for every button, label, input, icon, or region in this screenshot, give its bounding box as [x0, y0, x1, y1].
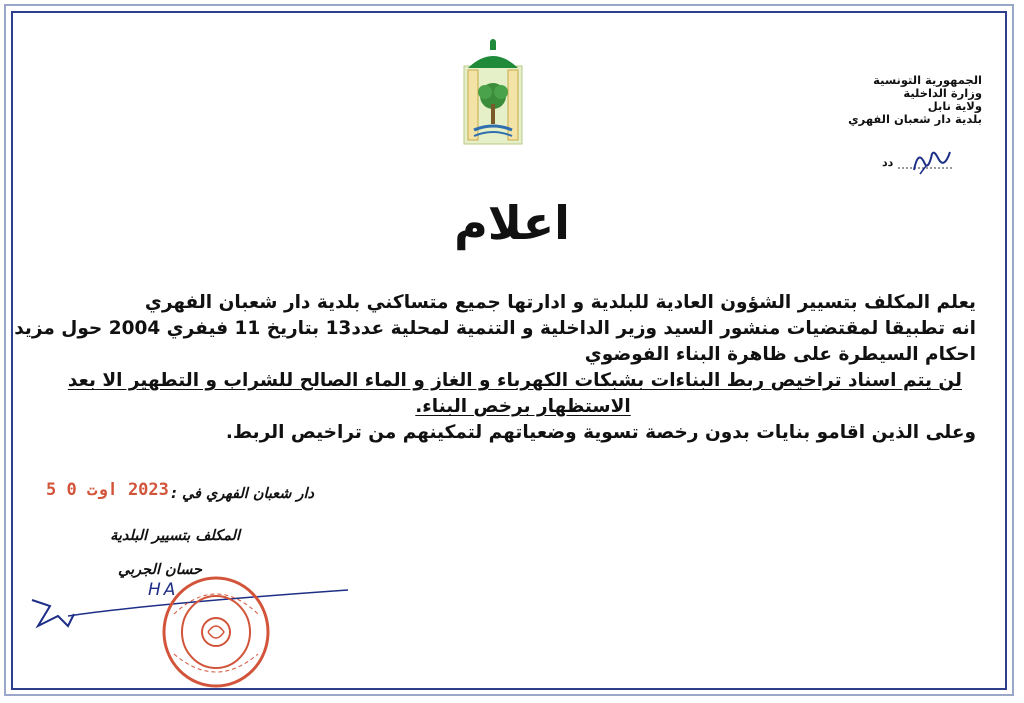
letterhead	[762, 74, 982, 126]
letterhead-governorate: ولاية نابل	[927, 99, 982, 113]
official-seal-icon	[160, 574, 272, 690]
letterhead-municipality: بلدية دار شعبان الفهري	[848, 112, 982, 126]
signature-place: دار شعبان الفهري في :	[171, 486, 314, 502]
body-line: انه تطبيقا لمقتضيات منشور السيد وزير الداخلية و التنمية لمحلية عدد13 بتاريخ 11 فيفري 2004 حول مزيد	[14, 318, 976, 339]
notice-body	[14, 290, 976, 446]
initials-signature-icon	[874, 148, 964, 178]
municipality-emblem-icon	[460, 38, 526, 146]
body-line-underlined: لن يتم اسناد تراخيص ربط البناءات بشبكات الكهرباء و الغاز و الماء الصالح للشراب و التطهير الا بعد	[67, 370, 962, 391]
body-line: وعلى الذين اقامو بنايات بدون رخصة تسوية وضعياتهم لتمكينهم من تراخيص الربط.	[225, 422, 976, 443]
letterhead-ministry: وزارة الداخلية	[903, 86, 982, 100]
body-line: احكام السيطرة على ظاهرة البناء الفوضوي	[584, 344, 976, 365]
handwritten-initials: HA	[148, 580, 179, 600]
reference-number	[874, 148, 964, 178]
reference-suffix: دد	[882, 156, 894, 169]
signature-role: المكلف بتسيير البلدية	[110, 528, 240, 544]
date-stamp: 2023 اوت 0 5	[46, 480, 169, 500]
notice-title: اعلام	[454, 196, 570, 250]
signatory-name: حسان الجربي	[118, 562, 202, 578]
body-line-underlined: الاستظهار برخص البناء.	[415, 396, 631, 417]
body-line: يعلم المكلف بتسيير الشؤون العادية للبلدية و ادارتها جميع متساكني بلدية دار شعبان الفهري	[144, 292, 976, 313]
letterhead-republic: الجمهورية التونسية	[873, 73, 982, 87]
